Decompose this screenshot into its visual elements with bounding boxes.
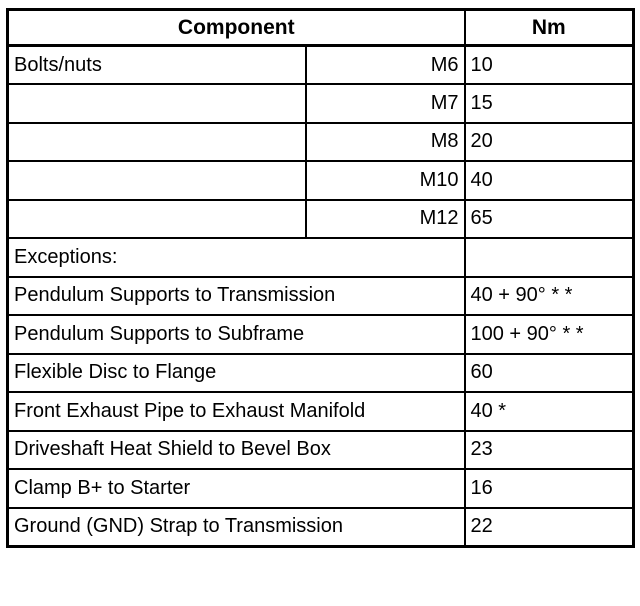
table-row <box>8 200 634 239</box>
empty-cell <box>8 161 306 200</box>
empty-cell <box>8 84 306 123</box>
exception-nm: 23 <box>465 431 634 470</box>
torque-spec-table <box>6 8 635 548</box>
table-row <box>8 161 634 200</box>
table-row <box>8 84 634 123</box>
bolt-size: M7 <box>306 84 465 123</box>
empty-cell <box>465 238 634 277</box>
exception-component: Flexible Disc to Flange <box>8 354 465 393</box>
exception-component: Driveshaft Heat Shield to Bevel Box <box>8 431 465 470</box>
table-row <box>8 46 634 85</box>
empty-cell <box>8 200 306 239</box>
table-row <box>8 315 634 354</box>
exception-nm: 22 <box>465 508 634 547</box>
exception-component: Pendulum Supports to Subframe <box>8 315 465 354</box>
exception-nm: 40 * <box>465 392 634 431</box>
bolt-size: M6 <box>306 46 465 85</box>
exception-nm: 60 <box>465 354 634 393</box>
header-row <box>8 10 634 46</box>
bolts-label: Bolts/nuts <box>8 46 306 85</box>
bolt-nm: 15 <box>465 84 634 123</box>
bolt-size: M10 <box>306 161 465 200</box>
exception-component: Clamp B+ to Starter <box>8 469 465 508</box>
table-row <box>8 238 634 277</box>
table-row <box>8 508 634 547</box>
bolt-nm: 65 <box>465 200 634 239</box>
table-row <box>8 123 634 162</box>
bolt-size: M8 <box>306 123 465 162</box>
bolt-nm: 10 <box>465 46 634 85</box>
exception-component: Front Exhaust Pipe to Exhaust Manifold <box>8 392 465 431</box>
exception-component: Ground (GND) Strap to Transmission <box>8 508 465 547</box>
table-row <box>8 354 634 393</box>
exception-component: Pendulum Supports to Transmission <box>8 277 465 316</box>
table-row <box>8 392 634 431</box>
table-row <box>8 431 634 470</box>
exception-nm: 100 + 90° * * <box>465 315 634 354</box>
exception-nm: 40 + 90° * * <box>465 277 634 316</box>
header-component: Component <box>8 10 465 46</box>
bolt-nm: 20 <box>465 123 634 162</box>
exception-nm: 16 <box>465 469 634 508</box>
empty-cell <box>8 123 306 162</box>
table-row <box>8 469 634 508</box>
bolt-nm: 40 <box>465 161 634 200</box>
exceptions-label: Exceptions: <box>8 238 465 277</box>
table-row <box>8 277 634 316</box>
bolt-size: M12 <box>306 200 465 239</box>
header-nm: Nm <box>465 10 634 46</box>
